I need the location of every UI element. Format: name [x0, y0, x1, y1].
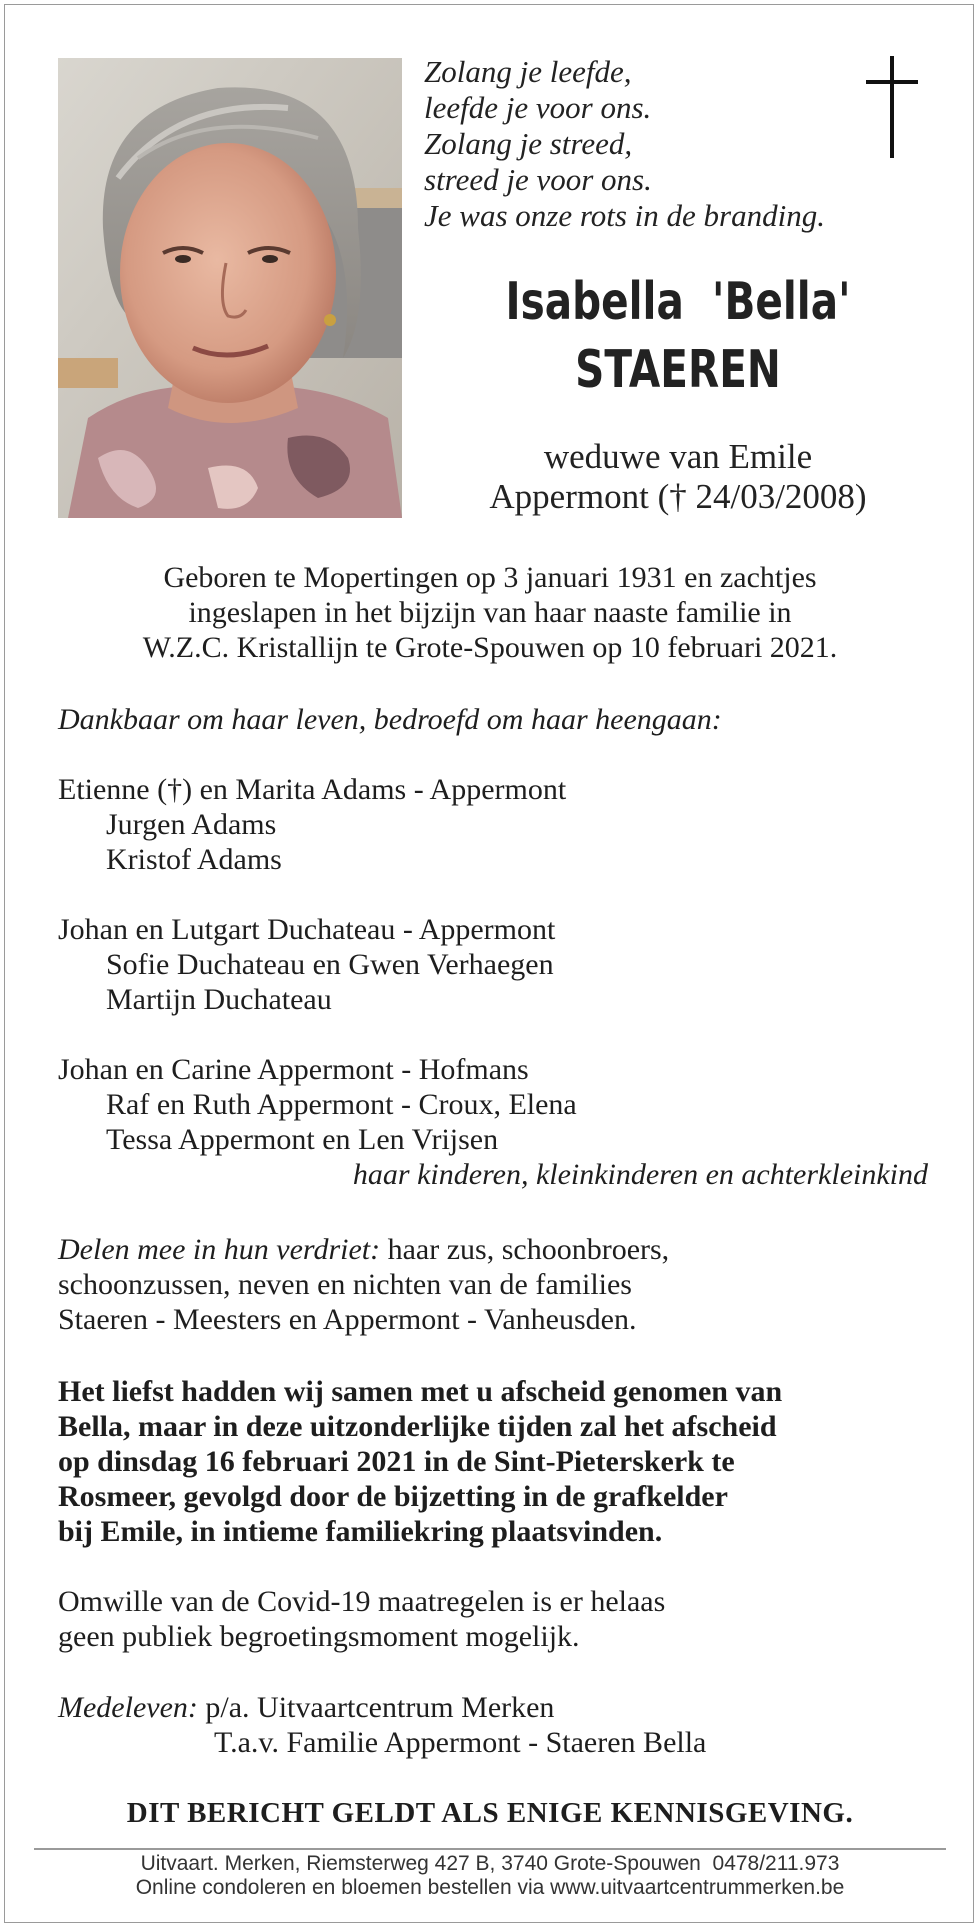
- ceremony-line: Het liefst hadden wij samen met u afscheid genomen van: [58, 1375, 783, 1408]
- poem-line: Zolang je leefde,: [424, 54, 632, 89]
- deceased-first-name: Isabella 'Bella': [505, 272, 851, 332]
- footer-address: Uitvaart. Merken, Riemsterweg 427 B, 3740 Grote-Spouwen 0478/211.973: [140, 1852, 840, 1875]
- covid-line: Omwille van de Covid-19 maatregelen is er helaas: [58, 1585, 666, 1618]
- family-group: [58, 912, 928, 1017]
- condolence-address: [58, 1690, 706, 1760]
- ceremony-line: Rosmeer, gevolgd door de bijzetting in de grafkelder: [58, 1480, 728, 1513]
- contact-line: T.a.v. Familie Appermont - Staeren Bella: [214, 1726, 707, 1759]
- family-group: [58, 1052, 928, 1192]
- birth-line: ingeslapen in het bijzijn van haar naaste familie in: [188, 596, 792, 629]
- contact-line: [58, 1690, 706, 1725]
- share-grief: [58, 1232, 669, 1337]
- thanks-line: Dankbaar om haar leven, bedroefd om haar heengaan:: [58, 703, 722, 736]
- covid-line: geen publiek begroetingsmoment mogelijk.: [58, 1620, 580, 1653]
- family-member: Sofie Duchateau en Gwen Verhaegen: [106, 948, 554, 981]
- family-head: Johan en Carine Appermont - Hofmans: [58, 1053, 529, 1086]
- poem-line: leefde je voor ons.: [424, 90, 652, 125]
- ceremony-line: Bella, maar in deze uitzonderlijke tijden zal het afscheid: [58, 1410, 777, 1443]
- family-member: Jurgen Adams: [106, 808, 277, 841]
- portrait-photo: [58, 58, 402, 518]
- birth-death-text: [58, 560, 922, 665]
- poem: [424, 54, 834, 234]
- family-member: Martijn Duchateau: [106, 983, 332, 1016]
- contact-text: p/a. Uitvaartcentrum Merken: [197, 1691, 555, 1724]
- footer-divider: [34, 1848, 946, 1850]
- family-head: Johan en Lutgart Duchateau - Appermont: [58, 913, 556, 946]
- family-list: [58, 772, 928, 1192]
- share-label: Delen mee in hun verdriet:: [58, 1233, 381, 1266]
- family-head: Etienne (†) en Marita Adams - Appermont: [58, 773, 567, 806]
- sole-notice: DIT BERICHT GELDT ALS ENIGE KENNISGEVING.: [126, 1797, 854, 1829]
- share-line: [58, 1232, 669, 1267]
- deceased-name: [492, 268, 863, 404]
- ceremony-line: bij Emile, in intieme familiekring plaatsvinden.: [58, 1515, 663, 1548]
- deceased-last-name: STAEREN: [575, 340, 781, 400]
- family-member: Kristof Adams: [106, 843, 282, 876]
- birth-line: Geboren te Mopertingen op 3 januari 1931 en zachtjes: [163, 561, 817, 594]
- widow-line: Appermont († 24/03/2008): [489, 477, 867, 516]
- widow-line: weduwe van Emile: [543, 437, 813, 476]
- ceremony-line: op dinsdag 16 februari 2021 in de Sint-Pieterskerk te: [58, 1445, 735, 1478]
- poem-line: Zolang je streed,: [424, 126, 633, 161]
- cross-icon: [866, 56, 918, 158]
- poem-line: streed je voor ons.: [424, 162, 652, 197]
- family-group: [58, 772, 928, 877]
- birth-line: W.Z.C. Kristallijn te Grote-Spouwen op 10 februari 2021.: [142, 631, 838, 664]
- family-member: Raf en Ruth Appermont - Croux, Elena: [106, 1088, 577, 1121]
- widow-of: [430, 437, 926, 517]
- family-member: Tessa Appermont en Len Vrijsen: [106, 1123, 499, 1156]
- contact-label: Medeleven:: [58, 1691, 198, 1724]
- covid-text: [58, 1584, 665, 1654]
- share-text: haar zus, schoonbroers,: [380, 1233, 670, 1266]
- ceremony-text: [58, 1374, 782, 1549]
- share-line: Staeren - Meesters en Appermont - Vanheusden.: [58, 1303, 637, 1336]
- poem-line: Je was onze rots in de branding.: [424, 198, 825, 233]
- family-role: haar kinderen, kleinkinderen en achterkleinkind: [352, 1158, 928, 1191]
- footer: [0, 1852, 980, 1900]
- footer-online: Online condoleren en bloemen bestellen via www.uitvaartcentrummerken.be: [135, 1876, 845, 1899]
- share-line: schoonzussen, neven en nichten van de families: [58, 1268, 632, 1301]
